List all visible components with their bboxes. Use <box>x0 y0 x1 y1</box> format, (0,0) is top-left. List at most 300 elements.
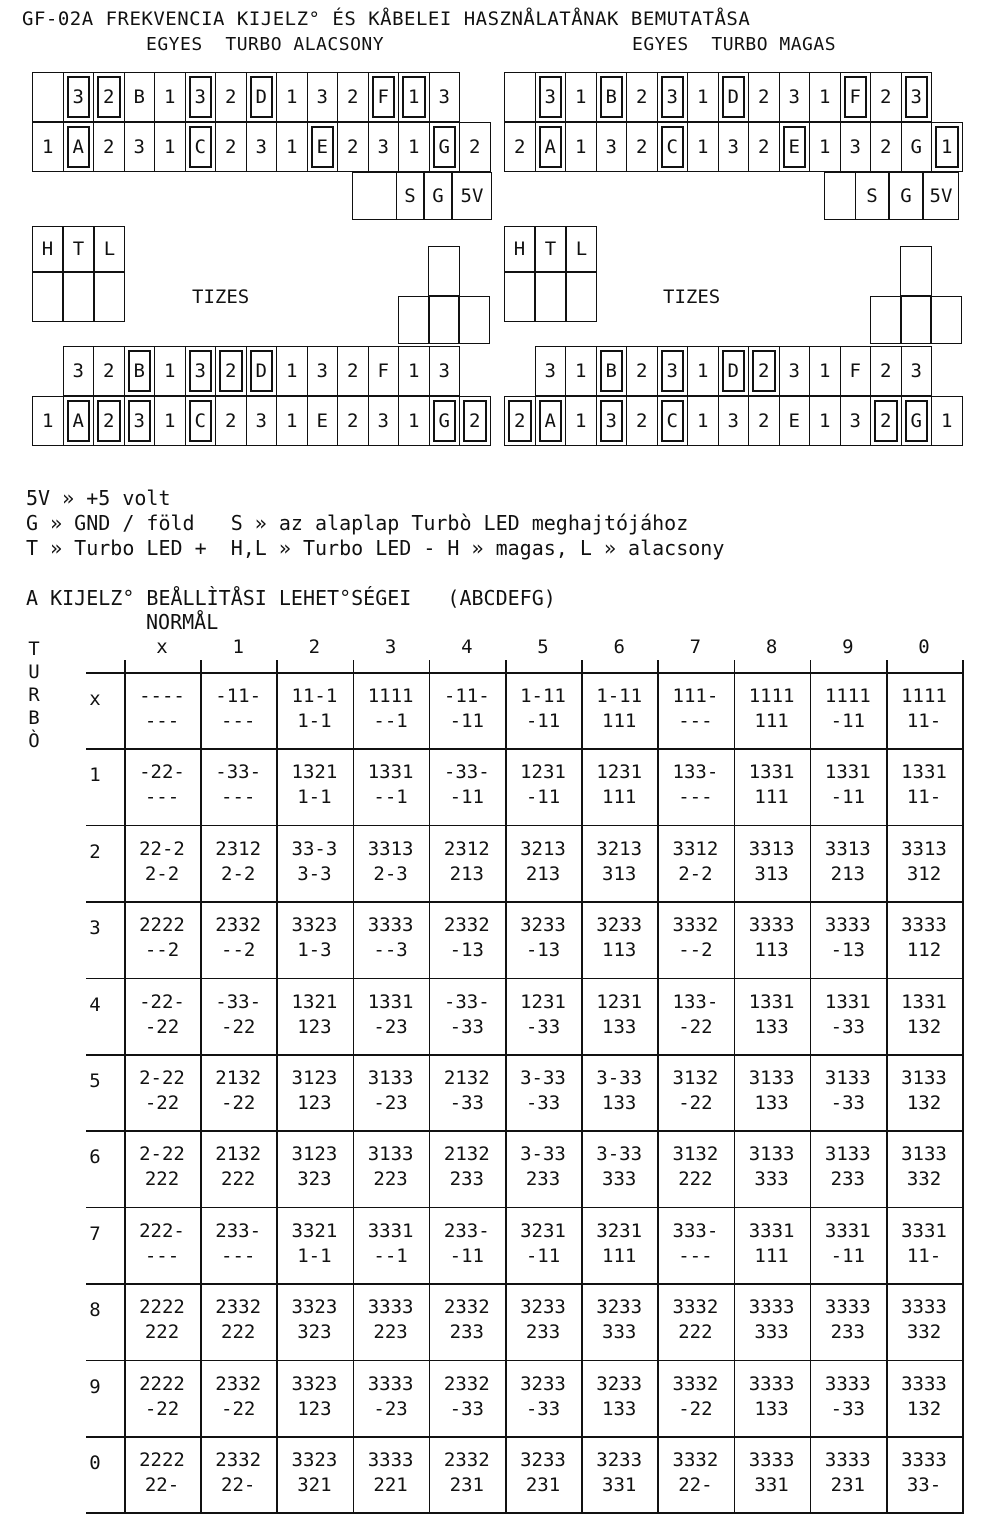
htl-pin-empty <box>504 272 535 322</box>
setting-cell-line: 333 <box>602 1168 637 1191</box>
connector-pin: 1 <box>687 72 719 122</box>
setting-cell-line: 3333 <box>748 914 795 937</box>
setting-cell-line: 11- <box>906 786 942 809</box>
setting-cell-line: 3231 <box>520 1219 566 1242</box>
setting-cell-line: 323 <box>297 1321 332 1344</box>
turbo-row-header: 6 <box>89 1146 101 1169</box>
connector-pin: 1 <box>565 346 597 396</box>
setting-cell-line: -33 <box>525 1397 561 1420</box>
connector-pin: 2 <box>337 396 369 446</box>
connector-pin: 3 <box>124 396 156 446</box>
setting-cell-line: 331 <box>602 1474 637 1496</box>
setting-cell-line: -22 <box>221 1397 256 1420</box>
connector-pin-empty <box>352 172 397 220</box>
connector-pin: 3 <box>901 72 933 122</box>
setting-cell-line: 22- <box>678 1474 713 1496</box>
normal-column-header: 5 <box>537 636 549 658</box>
normal-column-header: 6 <box>613 636 625 658</box>
setting-cell-line: ---- <box>139 685 185 707</box>
setting-cell-line: 1-1 <box>297 786 332 809</box>
settings-title: A KIJELZ° BEÅLLÌTÅSI LEHET°SÉGEI (ABCDEFG) <box>26 586 556 610</box>
setting-cell-line: 3133 <box>367 1067 414 1089</box>
power-pin: G <box>889 172 923 220</box>
setting-cell-line: 3313 <box>824 837 871 860</box>
setting-cell-line: 3231 <box>596 1219 643 1242</box>
setting-cell-line: 2332 <box>443 914 490 937</box>
setting-cell-line: 1-1 <box>297 710 332 732</box>
setting-cell-line: -11 <box>830 786 865 809</box>
connector-pin: 1 <box>565 72 597 122</box>
setting-cell-line: 233- <box>443 1219 490 1242</box>
connector-pin: 1 <box>931 396 963 446</box>
setting-cell-line: 3132 <box>672 1143 719 1166</box>
setting-cell-line: -23 <box>373 1397 408 1420</box>
connector-pin: C <box>185 396 217 446</box>
setting-cell-line: 3133 <box>824 1143 871 1166</box>
turbo-row-header: 3 <box>89 917 101 940</box>
setting-cell-line: 3133 <box>367 1143 414 1166</box>
setting-cell-line: 3333 <box>824 1296 871 1319</box>
connector-pin: 2 <box>459 396 491 446</box>
connector-pin: G <box>429 122 461 172</box>
setting-cell-line: -11 <box>525 1244 561 1267</box>
setting-cell-line: 22- <box>144 1474 180 1496</box>
setting-cell-line: 3233 <box>596 1449 643 1471</box>
setting-cell-line: 3233 <box>520 1372 566 1395</box>
grid-hline <box>86 978 964 980</box>
setting-cell-line: -33 <box>830 1397 865 1420</box>
connector-pin: 3 <box>124 122 156 172</box>
setting-cell-line: 111 <box>602 710 637 732</box>
setting-cell-line: 3333 <box>748 1449 795 1471</box>
setting-cell-line: 323 <box>297 1168 332 1191</box>
connector-pin: 2 <box>215 396 247 446</box>
connector-pin: F <box>840 72 872 122</box>
setting-cell-line: 3-33 <box>520 1143 566 1166</box>
setting-cell-line: 133- <box>672 990 719 1013</box>
normal-label: NORMÅL <box>146 610 219 634</box>
connector-pin: 1 <box>154 122 186 172</box>
turbo-axis-letter: Ò <box>28 730 40 752</box>
setting-cell-line: 213 <box>830 862 865 885</box>
setting-cell-line: -33 <box>449 1397 484 1420</box>
grid-hline <box>86 1360 964 1362</box>
setting-cell-line: 222- <box>139 1219 185 1242</box>
connector-pin: 1 <box>565 122 597 172</box>
connector-pin: D <box>246 346 278 396</box>
turbo-row-header: 2 <box>89 840 101 863</box>
setting-cell-line: -13 <box>525 939 561 962</box>
connector-pin: F <box>840 346 872 396</box>
turbo-axis-letter: R <box>28 684 40 706</box>
setting-cell-line: 1231 <box>596 761 643 784</box>
connector-pin: A <box>535 122 567 172</box>
normal-column-header: 3 <box>384 636 397 658</box>
power-pin: 5V <box>452 172 492 220</box>
setting-cell-line: -33 <box>525 1092 561 1114</box>
setting-cell-line: 1111 <box>824 685 871 707</box>
setting-cell-line: 2132 <box>215 1143 262 1166</box>
connector-pin: G <box>901 122 933 172</box>
setting-cell-line: 3323 <box>291 1296 338 1319</box>
setting-cell-line: 1-11 <box>596 685 643 707</box>
setting-cell-line: 332 <box>906 1321 942 1344</box>
tizes-label-right: TIZES <box>663 286 721 308</box>
setting-cell-line: 2-2 <box>678 862 713 885</box>
power-pin: S <box>396 172 424 220</box>
connector-pin: 1 <box>809 122 841 172</box>
setting-cell-line: 3331 <box>824 1219 871 1242</box>
setting-cell-line: 1331 <box>748 761 795 784</box>
setting-cell-line: 3123 <box>291 1143 338 1166</box>
setting-cell-line: 2132 <box>443 1143 490 1166</box>
setting-cell-line: -22- <box>139 990 185 1013</box>
setting-cell-line: 3333 <box>901 914 947 937</box>
htl-pin-empty <box>94 272 125 322</box>
connector-pin: 3 <box>63 72 95 122</box>
setting-cell-line: 1331 <box>824 761 871 784</box>
setting-cell-line: 133- <box>672 761 719 784</box>
setting-cell-line: -11 <box>830 710 865 732</box>
setting-cell-line: 3323 <box>291 1372 338 1395</box>
setting-cell-line: 1231 <box>520 990 566 1013</box>
setting-cell-line: 1-3 <box>297 939 332 962</box>
normal-column-header: 1 <box>232 636 244 658</box>
setting-cell-line: --- <box>678 710 713 732</box>
setting-cell-line: --1 <box>373 786 408 809</box>
setting-cell-line: 3331 <box>748 1219 795 1242</box>
setting-cell-line: 1331 <box>824 990 871 1013</box>
setting-cell-line: 3333 <box>367 1372 414 1395</box>
connector-pin: 1 <box>398 346 430 396</box>
setting-cell-line: 221 <box>373 1474 408 1496</box>
connector-pin: 1 <box>154 346 186 396</box>
connector-pin: 3 <box>429 346 461 396</box>
setting-cell-line: 1231 <box>596 990 643 1013</box>
turbo-row-header: 0 <box>89 1452 101 1474</box>
htl-pin: H <box>504 226 535 272</box>
setting-cell-line: 2222 <box>139 1296 185 1319</box>
turbo-row-header: 5 <box>89 1070 101 1092</box>
setting-cell-line: 213 <box>525 862 561 885</box>
connector-pin: 3 <box>368 122 400 172</box>
setting-cell-line: 1-1 <box>297 1244 332 1267</box>
setting-cell-line: -22 <box>144 1015 180 1038</box>
setting-cell-line: 2-2 <box>144 862 180 885</box>
htl-pin: L <box>566 226 597 272</box>
left-diagram-subtitle: EGYES TURBO ALACSONY <box>146 34 385 55</box>
setting-cell-line: 3332 <box>672 1449 719 1471</box>
connector-pin: 3 <box>185 346 217 396</box>
turbo-row-header: 1 <box>89 764 101 787</box>
setting-cell-line: --2 <box>221 939 256 962</box>
connector-pin: 3 <box>63 346 95 396</box>
connector-pin: 2 <box>626 72 658 122</box>
connector-pin: 1 <box>154 396 186 446</box>
connector-pin: G <box>901 396 933 446</box>
stair-cell <box>900 296 932 344</box>
setting-cell-line: -33- <box>215 990 262 1013</box>
normal-column-header: x <box>156 636 168 658</box>
grid-hline <box>86 1436 964 1438</box>
connector-pin: 3 <box>657 346 689 396</box>
right-diagram-subtitle: EGYES TURBO MAGAS <box>632 34 837 55</box>
setting-cell-line: 111 <box>754 710 789 732</box>
normal-column-header: 0 <box>918 636 930 658</box>
turbo-row-header: 7 <box>89 1222 101 1245</box>
setting-cell-line: 11- <box>906 1244 942 1267</box>
setting-cell-line: 3312 <box>672 837 719 860</box>
stair-cell <box>930 296 962 344</box>
connector-pin: 1 <box>809 396 841 446</box>
setting-cell-line: 111 <box>602 1244 637 1267</box>
connector-pin: 1 <box>398 122 430 172</box>
setting-cell-line: -33- <box>443 761 490 784</box>
setting-cell-line: 2312 <box>443 837 490 860</box>
setting-cell-line: -11 <box>525 786 561 809</box>
htl-pin: L <box>94 226 125 272</box>
setting-cell-line: 1321 <box>291 990 338 1013</box>
setting-cell-line: 11- <box>906 710 942 732</box>
turbo-row-header: 8 <box>89 1299 101 1322</box>
setting-cell-line: 223 <box>373 1168 408 1191</box>
grid-hline <box>86 672 964 674</box>
setting-cell-line: 133 <box>602 1397 637 1420</box>
setting-cell-line: 2-3 <box>373 862 408 885</box>
connector-pin: 3 <box>596 122 628 172</box>
setting-cell-line: 1-11 <box>520 685 566 707</box>
connector-pin: 1 <box>154 72 186 122</box>
grid-hline <box>86 1054 964 1056</box>
setting-cell-line: 3133 <box>748 1067 795 1089</box>
connector-pin: 1 <box>809 72 841 122</box>
connector-pin: B <box>596 72 628 122</box>
setting-cell-line: 133 <box>602 1092 637 1114</box>
setting-cell-line: 3333 <box>901 1296 947 1319</box>
connector-pin: D <box>718 72 750 122</box>
setting-cell-line: --3 <box>373 939 408 962</box>
setting-cell-line: 3313 <box>901 837 947 860</box>
htl-pin-empty <box>535 272 566 322</box>
setting-cell-line: 33-3 <box>291 837 338 860</box>
grid-hline <box>86 748 964 750</box>
setting-cell-line: --- <box>144 786 180 809</box>
connector-pin: 3 <box>840 122 872 172</box>
setting-cell-line: --- <box>144 710 180 732</box>
setting-cell-line: 3333 <box>901 1372 947 1395</box>
setting-cell-line: 3332 <box>672 1372 719 1395</box>
stair-cell <box>398 296 430 344</box>
setting-cell-line: 231 <box>449 1474 484 1496</box>
setting-cell-line: 3333 <box>824 1449 871 1471</box>
setting-cell-line: 3332 <box>672 1296 719 1319</box>
setting-cell-line: -22 <box>144 1397 180 1420</box>
setting-cell-line: 313 <box>754 862 789 885</box>
connector-pin: 3 <box>779 72 811 122</box>
connector-pin-empty <box>32 72 64 122</box>
setting-cell-line: 111 <box>602 786 637 809</box>
legend-line-1: 5V » +5 volt <box>26 486 171 510</box>
setting-cell-line: -23 <box>373 1015 408 1038</box>
setting-cell-line: 33- <box>906 1474 942 1496</box>
connector-pin: 2 <box>626 396 658 446</box>
setting-cell-line: 3331 <box>367 1219 414 1242</box>
setting-cell-line: 11-1 <box>291 685 338 707</box>
connector-pin: 2 <box>215 122 247 172</box>
setting-cell-line: 331 <box>754 1474 789 1496</box>
connector-pin: 1 <box>398 396 430 446</box>
turbo-axis-letter: B <box>28 707 40 729</box>
setting-cell-line: -22 <box>221 1015 256 1038</box>
setting-cell-line: 111 <box>754 1244 789 1267</box>
turbo-row-header: 4 <box>89 993 101 1016</box>
connector-pin: 3 <box>901 346 933 396</box>
setting-cell-line: --- <box>678 786 713 809</box>
setting-cell-line: 2222 <box>139 914 185 937</box>
grid-hline <box>86 901 964 903</box>
connector-pin: 2 <box>215 72 247 122</box>
setting-cell-line: -33 <box>449 1092 484 1114</box>
connector-pin: E <box>779 122 811 172</box>
connector-pin: 1 <box>276 72 308 122</box>
setting-cell-line: 2332 <box>215 1372 262 1395</box>
connector-pin: E <box>307 396 339 446</box>
grid-vline <box>962 660 964 1512</box>
connector-pin: 2 <box>626 346 658 396</box>
setting-cell-line: 3333 <box>824 914 871 937</box>
setting-cell-line: 3233 <box>520 914 566 937</box>
setting-cell-line: 3333 <box>824 1372 871 1395</box>
setting-cell-line: 133 <box>754 1015 789 1038</box>
connector-pin: 3 <box>429 72 461 122</box>
setting-cell-line: 3-33 <box>596 1143 643 1166</box>
grid-hline <box>86 1130 964 1132</box>
page-title: GF-02A FREKVENCIA KIJELZ° ÉS KÅBELEI HASZNÅLATÅNAK BEMUTATÅSA <box>22 8 751 30</box>
setting-cell-line: --- <box>221 786 256 809</box>
htl-pin: T <box>63 226 94 272</box>
htl-pin-empty <box>63 272 94 322</box>
connector-pin: 2 <box>748 346 780 396</box>
setting-cell-line: -22 <box>144 1092 180 1114</box>
connector-pin: 2 <box>748 122 780 172</box>
connector-pin: 2 <box>870 396 902 446</box>
setting-cell-line: 132 <box>906 1015 942 1038</box>
setting-cell-line: 3233 <box>596 914 643 937</box>
connector-pin: B <box>596 346 628 396</box>
setting-cell-line: 3-33 <box>596 1067 643 1089</box>
setting-cell-line: 1331 <box>901 761 947 784</box>
connector-pin: 3 <box>535 72 567 122</box>
setting-cell-line: 3313 <box>367 837 414 860</box>
normal-column-header: 2 <box>308 636 321 658</box>
setting-cell-line: -11- <box>215 685 262 707</box>
setting-cell-line: -33- <box>443 990 490 1013</box>
connector-pin: 1 <box>809 346 841 396</box>
setting-cell-line: 222 <box>221 1321 256 1344</box>
connector-pin: 2 <box>504 396 536 446</box>
htl-pin: T <box>535 226 566 272</box>
connector-pin: 2 <box>748 72 780 122</box>
setting-cell-line: 3213 <box>596 837 643 860</box>
setting-cell-line: -22 <box>221 1092 256 1114</box>
grid-hline <box>86 1283 964 1285</box>
setting-cell-line: -11 <box>830 1244 865 1267</box>
grid-hline <box>86 1512 964 1514</box>
setting-cell-line: 2-22 <box>139 1067 185 1089</box>
turbo-axis-letter: U <box>28 661 40 683</box>
connector-pin: 1 <box>276 346 308 396</box>
setting-cell-line: --- <box>678 1244 713 1267</box>
setting-cell-line: 3323 <box>291 1449 338 1471</box>
setting-cell-line: 3313 <box>748 837 795 860</box>
connector-pin: 2 <box>93 396 125 446</box>
setting-cell-line: -11 <box>449 710 484 732</box>
setting-cell-line: 2222 <box>139 1372 185 1395</box>
setting-cell-line: 22- <box>221 1474 256 1496</box>
legend-line-2: G » GND / föld S » az alaplap Turbò LED meghajtójához <box>26 511 689 535</box>
setting-cell-line: 233 <box>449 1168 484 1191</box>
connector-pin: 1 <box>687 396 719 446</box>
legend-line-3: T » Turbo LED + H,L » Turbo LED - H » magas, L » alacsony <box>26 536 725 560</box>
power-pin: S <box>855 172 889 220</box>
connector-pin: 2 <box>870 346 902 396</box>
setting-cell-line: -13 <box>449 939 484 962</box>
connector-pin: 2 <box>337 72 369 122</box>
htl-pin-empty <box>566 272 597 322</box>
connector-pin: 3 <box>368 396 400 446</box>
connector-pin: 3 <box>657 72 689 122</box>
stair-cell <box>870 296 902 344</box>
connector-pin: 1 <box>687 122 719 172</box>
connector-pin: E <box>779 396 811 446</box>
power-pin: 5V <box>923 172 959 220</box>
setting-cell-line: --- <box>144 1244 180 1267</box>
connector-pin: C <box>657 122 689 172</box>
connector-pin: 3 <box>840 396 872 446</box>
setting-cell-line: 231 <box>525 1474 561 1496</box>
setting-cell-line: 2332 <box>443 1372 490 1395</box>
setting-cell-line: 321 <box>297 1474 332 1496</box>
setting-cell-line: 2332 <box>443 1449 490 1471</box>
normal-column-header: 7 <box>689 636 702 658</box>
setting-cell-line: 123 <box>297 1397 332 1420</box>
setting-cell-line: -11 <box>525 710 561 732</box>
setting-cell-line: 1111 <box>748 685 795 707</box>
connector-pin: A <box>63 122 95 172</box>
connector-pin: C <box>185 122 217 172</box>
connector-pin: 1 <box>32 396 64 446</box>
setting-cell-line: -23 <box>373 1092 408 1114</box>
connector-pin: E <box>307 122 339 172</box>
setting-cell-line: 313 <box>602 862 637 885</box>
connector-pin: 2 <box>93 72 125 122</box>
connector-pin: 3 <box>307 346 339 396</box>
connector-pin: 3 <box>596 396 628 446</box>
setting-cell-line: 3333 <box>367 1296 414 1319</box>
tizes-label-left: TIZES <box>192 286 250 308</box>
setting-cell-line: 233 <box>525 1321 561 1344</box>
setting-cell-line: -33 <box>449 1015 484 1038</box>
connector-pin: 1 <box>687 346 719 396</box>
setting-cell-line: 2132 <box>215 1067 262 1089</box>
setting-cell-line: -11 <box>449 1244 484 1267</box>
setting-cell-line: 2332 <box>443 1296 490 1319</box>
turbo-row-header: 9 <box>89 1375 101 1398</box>
setting-cell-line: --1 <box>373 710 408 732</box>
connector-pin: 2 <box>215 346 247 396</box>
setting-cell-line: 2312 <box>215 837 262 860</box>
setting-cell-line: 3133 <box>901 1067 947 1089</box>
